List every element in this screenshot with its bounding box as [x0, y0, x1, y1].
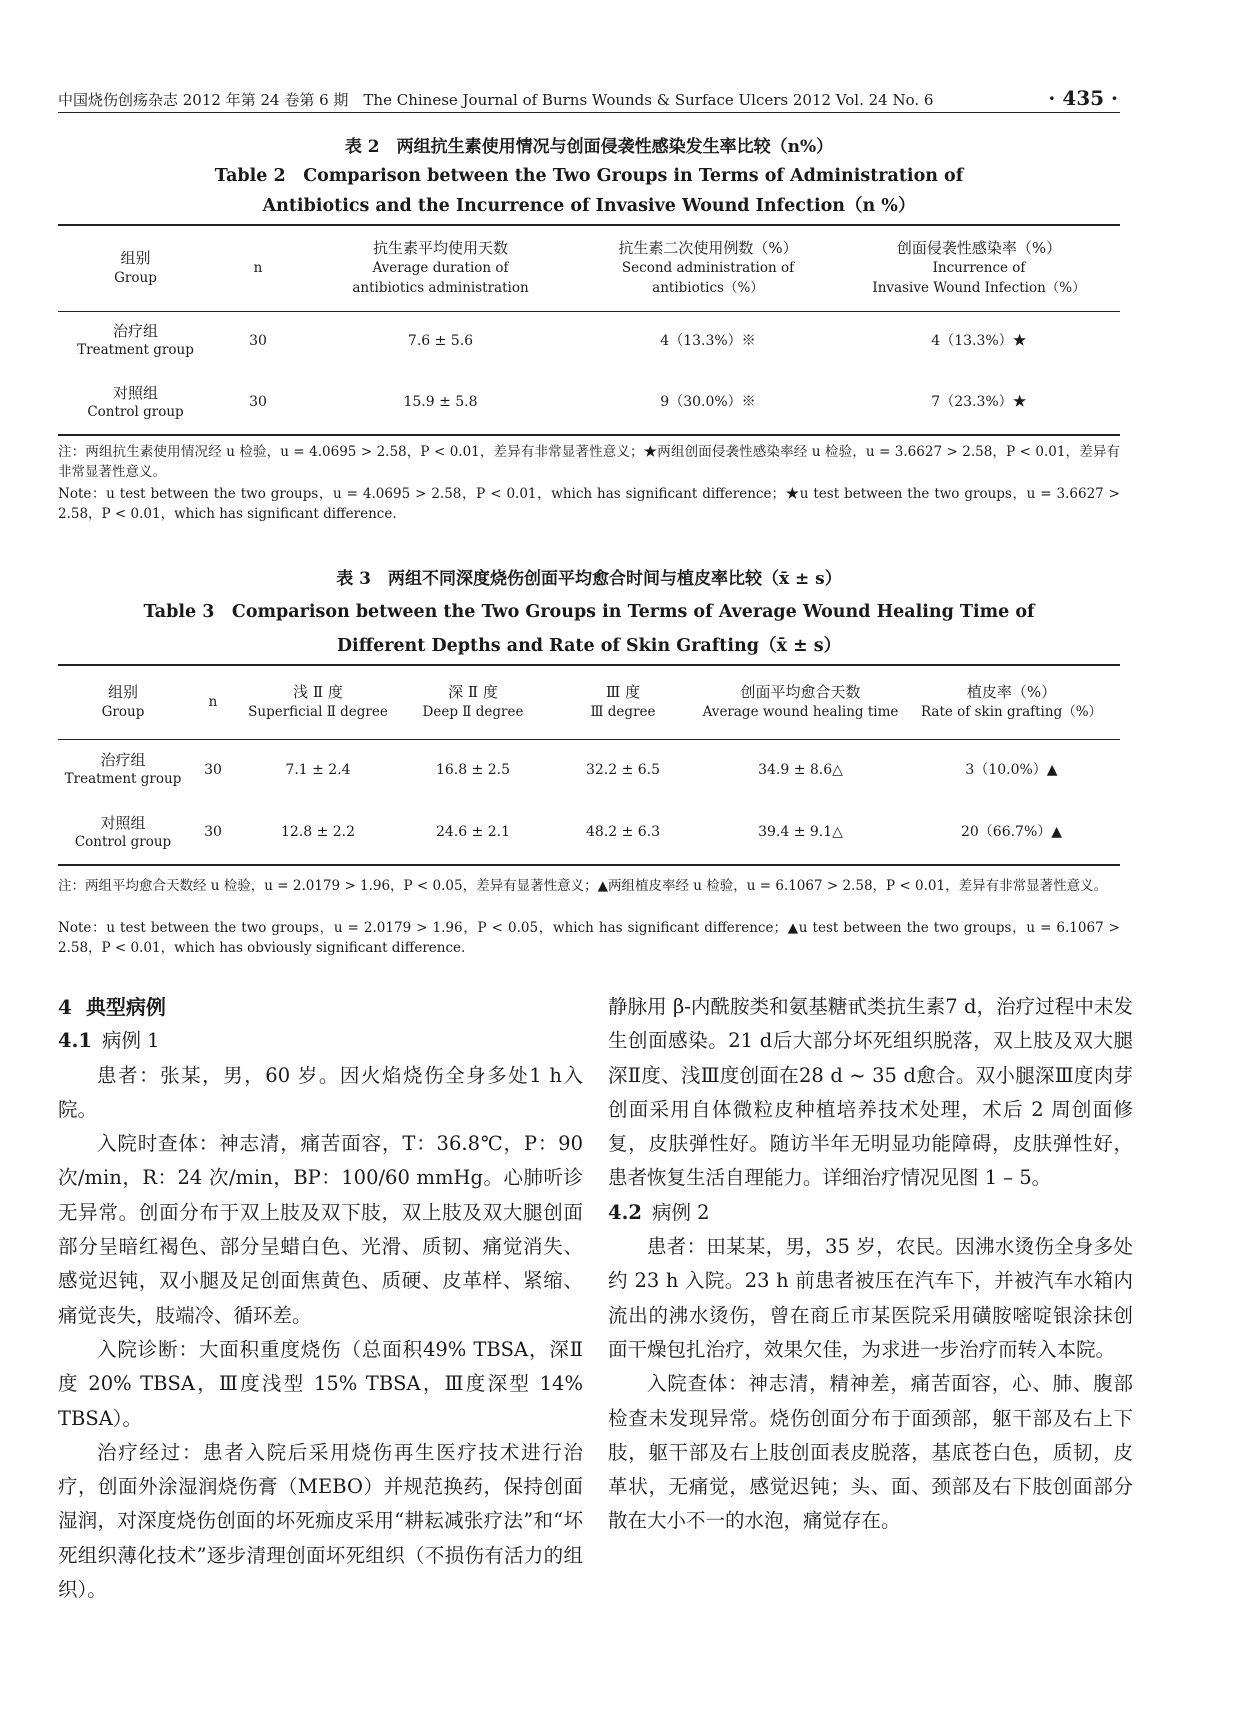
case-2-patient: 患者：田某某，男，35 岁，农民。因沸水烫伤全身多处约 23 h 入院。23 h 前患者被压在汽车下，并被汽车水箱内流出的沸水烫伤，曾在商丘市某医院采用磺胺嘧啶银涂抹创面干燥包扎治疗，效果欠佳，为求进一步治疗而转入本院。 [608, 1235, 1133, 1361]
header-rule [58, 112, 1120, 113]
table3-header-grafting-rate: 植皮率（%） Rate of skin grafting（%） [903, 665, 1120, 739]
running-head [58, 86, 1118, 110]
page-number: · 435 · [1048, 86, 1118, 110]
table2-caption-en-line1: Table 2 Comparison between the Two Groups in Terms of Administration of [214, 166, 964, 186]
table2-header-n: n [213, 225, 303, 311]
table3-caption-en-line1: Table 3 Comparison between the Two Groups in Terms of Average Wound Healing Time of [143, 602, 1035, 622]
table3-header-third-degree: Ⅲ 度 Ⅲ degree [548, 665, 698, 739]
case-1-patient: 患者：张某，男，60 岁。因火焰烧伤全身多处1 h入院。 [58, 1063, 583, 1121]
table-row: 治疗组 Treatment group 30 7.1 ± 2.4 16.8 ± 2.5 32.2 ± 6.5 34.9 ± 8.6△ 3（10.0%）▲ [64, 751, 1058, 788]
case-1-treatment: 治疗经过：患者入院后采用烧伤再生医疗技术进行治疗，创面外涂湿润烧伤膏（MEBO）并规范换药，保持创面湿润，对深度烧伤创面的坏死痂皮采用“耕耘减张疗法”和“坏死组织薄化技术”逐步清理创面坏死组织（不损伤有活力的组织）。 [58, 1440, 583, 1602]
table2-header-duration: 抗生素平均使用天数 Average duration of antibiotics administration [303, 225, 578, 311]
case-1-heading: 4.1 病例 1 [58, 1029, 160, 1053]
table2-header-group: 组别 Group [58, 225, 213, 311]
table3-note-en: Note：u test between the two groups，u = 2.0179 > 1.96，P < 0.05，which has significant difference；▲u test between the two groups，u = 6.1067 > 2.58，P < 0.01，which has obviously significant difference. [58, 920, 1120, 956]
table2-caption-en-line2: Antibiotics and the Incurrence of Invasive Wound Infection（n %） [262, 196, 916, 216]
table-row: 对照组 Control group 30 12.8 ± 2.2 24.6 ± 2.1 48.2 ± 6.3 39.4 ± 9.1△ 20（66.7%）▲ [58, 801, 1120, 865]
case-1-diagnosis: 入院诊断：大面积重度烧伤（总面积49% TBSA，深Ⅱ度 20% TBSA，Ⅲ度浅型 15% TBSA，Ⅲ度深型 14% TBSA）。 [58, 1337, 583, 1430]
journal-citation: 中国烧伤创疡杂志 2012 年第 24 卷第 6 期 The Chinese Journal of Burns Wounds & Surface Ulcers 2012 Vol. 24 No. 6 [58, 91, 934, 109]
table3-header-group: 组别 Group [58, 665, 188, 739]
section-4-heading: 4 典型病例 [58, 995, 166, 1019]
table3-caption-cn: 表 3 两组不同深度烧伤创面平均愈合时间与植皮率比较（x̄ ± s） [336, 569, 842, 589]
table2-caption-cn: 表 2 两组抗生素使用情况与创面侵袭性感染发生率比较（n%） [344, 137, 834, 157]
table-row: 对照组 Control group 30 15.9 ± 5.8 9（30.0%）※ 7（23.3%）★ [58, 371, 1120, 435]
case-1-exam: 入院时查体：神志清，痛苦面容，T：36.8℃，P：90 次/min，R：24 次/min，BP：100/60 mmHg。心肺听诊无异常。创面分布于双上肢及双下肢，双上肢及双大腿创面部分呈暗红褐色、部分呈蜡白色、光滑、质韧、痛觉消失、感觉迟钝，双小腿及足创面焦黄色、质硬、皮革样、紧缩、痛觉丧失，肢端冷、循环差。 [58, 1132, 584, 1327]
table3-header-deep: 深 Ⅱ 度 Deep Ⅱ degree [398, 665, 548, 739]
table2-note-cn: 注：两组抗生素使用情况经 u 检验，u = 4.0695 > 2.58，P < 0.01，差异有非常显著性意义；★两组创面侵袭性感染率经 u 检验，u = 3.6627 > 2.58，P < 0.01，差异有非常显著性意义。 [58, 444, 1120, 480]
left-column [58, 990, 583, 1607]
table-row: 治疗组 Treatment group 30 7.6 ± 5.6 4（13.3%）※ 4（13.3%）★ [77, 322, 1027, 359]
table3-caption-en-line2: Different Depths and Rate of Skin Grafting（x̄ ± s） [336, 636, 842, 656]
table3 [58, 664, 1120, 866]
table3-note-cn: 注：两组平均愈合天数经 u 检验，u = 2.0179 > 1.96，P < 0.05，差异有显著性意义；▲两组植皮率经 u 检验，u = 6.1067 > 2.58，P < 0.01，差异有非常显著性意义。 [58, 878, 1108, 894]
table2 [58, 224, 1120, 436]
table2-note-en: Note：u test between the two groups，u = 4.0695 > 2.58，P < 0.01，which has significant difference；★u test between the two groups，u = 3.6627 > 2.58，P < 0.01，which has significant difference. [58, 486, 1120, 522]
table3-header-n: n [188, 665, 238, 739]
case-1-treatment-continued: 静脉用 β-内酰胺类和氨基糖甙类抗生素7 d，治疗过程中未发生创面感染。21 d后大部分坏死组织脱落，双上肢及双大腿深Ⅱ度、浅Ⅲ度创面在28 d ~ 35 d愈合。双小腿深Ⅲ度肉芽创面采用自体微粒皮种植培养技术处理，术后 2 周创面修复，皮肤弹性好。随访半年无明显功能障碍，皮肤弹性好，患者恢复生活自理能力。详细治疗情况见图 1 – 5。 [608, 995, 1133, 1190]
table3-header-healing-time: 创面平均愈合天数 Average wound healing time [698, 665, 903, 739]
table2-header-second-admin: 抗生素二次使用例数（%） Second administration of antibiotics（%） [578, 225, 838, 311]
case-2-heading: 4.2 病例 2 [608, 1200, 710, 1224]
right-column [608, 990, 1133, 1539]
table3-header-superficial: 浅 Ⅱ 度 Superficial Ⅱ degree [238, 665, 398, 739]
table2-header-infection: 创面侵袭性感染率（%） Incurrence of Invasive Wound Infection（%） [838, 225, 1120, 311]
case-2-exam: 入院查体：神志清，精神差，痛苦面容，心、肺、腹部检查未发现异常。烧伤创面分布于面颈部，躯干部及右上下肢，躯干部及右上肢创面表皮脱落，基底苍白色，质韧，皮革状，无痛觉，感觉迟钝；头、面、颈部及右下肢创面部分散在大小不一的水泡，痛觉存在。 [608, 1372, 1133, 1533]
